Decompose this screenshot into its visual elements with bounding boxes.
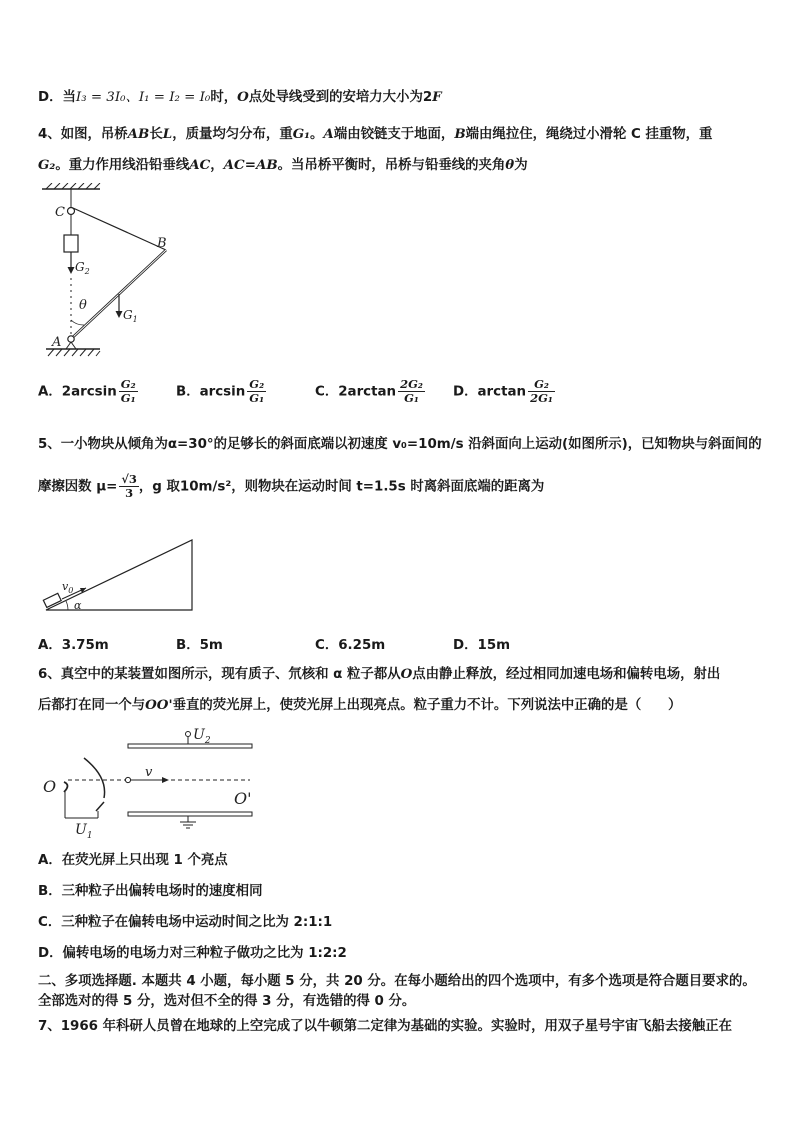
q6-option-b: B．三种粒子出偏转电场时的速度相同 <box>38 884 263 899</box>
fig-label-v0: $v_0$ <box>62 580 74 595</box>
q7-stem-line1: 7、1966 年科研人员曾在地球的上空完成了以牛顿第二定律为基础的实验。实验时，用双子星号宇宙飞船去接触正在 <box>38 1019 732 1034</box>
section2-heading-line1: 二、多项选择题. 本题共 4 小题，每小题 5 分，共 20 分。在每小题给出的四个选项中，有多个选项是符合题目要求的。 <box>38 974 756 989</box>
theta-arc <box>71 320 84 325</box>
q4-stem-line1: 4、如图，吊桥AB长L，质量均匀分布，重G₁。A端由铰链支于地面，B端由绳拉住，绳绕过小滑轮 C 挂重物，重 <box>38 126 713 142</box>
g2-arrow-head <box>68 267 75 274</box>
right-plate-curve <box>84 758 105 798</box>
v-arrow-head <box>162 777 169 783</box>
left-plate <box>64 782 68 792</box>
q6-option-d: D．偏转电场的电场力对三种粒子做功之比为 1:2:2 <box>38 946 347 961</box>
q4-option-b: B．arcsin $\frac{\text{G₂}}{\text{G₁}}$ <box>176 377 265 405</box>
q4-option-d: D．arctan $\frac{\text{G₂}}{\text{2G₁}}$ <box>453 377 553 405</box>
upper-deflection-plate <box>128 744 252 748</box>
fig-label-v: v <box>145 765 153 780</box>
q4-drawbridge-figure <box>38 183 178 358</box>
hinge-support-left <box>66 342 71 349</box>
upper-plate-terminal <box>186 732 191 737</box>
q5-stem-line2: 摩擦因数 μ= $\frac{√3}{3}$ ，g 取10m/s²，则物块在运动时间 t=1.5s 时离斜面底端的距离为 <box>38 472 545 500</box>
q5-incline-figure <box>38 536 198 616</box>
fig-label-g2: $G_2$ <box>75 260 90 276</box>
hinge-support-right <box>71 342 76 349</box>
q5-option-a: A．3.75m <box>38 638 109 653</box>
q4-option-a: A．2arcsin $\frac{\text{G₂}}{\text{G₁}}$ <box>38 377 136 405</box>
q5-stem-line1: 5、一小物块从倾角为α=30°的足够长的斜面底端以初速度 v₀=10m/s 沿斜面向上运动(如图所示)，已知物块与斜面间的 <box>38 437 762 452</box>
weight-g2 <box>64 235 78 252</box>
rope-cb <box>73 208 166 250</box>
fig-label-g1: $G_1$ <box>123 308 138 324</box>
fig-label-o: O <box>43 777 57 796</box>
q3-option-d: D．当I₃ = 3I₀、I₁ = I₂ = I₀时，O点处导线受到的安培力大小为2F <box>38 89 442 105</box>
q4-stem-line2: G₂。重力作用线沿铅垂线AC，AC=AB。当吊桥平衡时，吊桥与铅垂线的夹角θ为 <box>38 157 528 173</box>
fig-label-theta: θ <box>79 298 87 313</box>
ground-hatch <box>48 349 100 356</box>
q6-stem-line2: 后都打在同一个与OO'垂直的荧光屏上，使荧光屏上出现亮点。粒子重力不计。下列说法中正确的是（ ） <box>38 697 682 713</box>
fig-label-alpha: α <box>74 599 82 612</box>
fig-label-o-prime: O' <box>234 789 252 808</box>
fig-label-c: C <box>55 205 65 220</box>
hinge-a <box>68 336 74 342</box>
q4-option-c: C．2arctan $\frac{\text{2G₂}}{\text{G₁}}$ <box>315 377 423 405</box>
q5-option-d: D．15m <box>453 638 511 653</box>
fig-label-u2: $U_2$ <box>193 727 211 746</box>
g1-arrow-head <box>116 311 123 318</box>
q6-option-c: C．三种粒子在偏转电场中运动时间之比为 2:1:1 <box>38 915 333 930</box>
section2-heading-line2: 全部选对的得 5 分，选对但不全的得 3 分，有选错的得 0 分。 <box>38 994 416 1009</box>
q6-accelerator-figure <box>38 722 263 840</box>
q6-stem-line1: 6、真空中的某装置如图所示，现有质子、氘核和 α 粒子都从O点由静止释放，经过相同加速电场和偏转电场，射出 <box>38 666 721 682</box>
fig-label-b: B <box>157 236 167 251</box>
particle <box>125 777 130 782</box>
q6-option-a: A．在荧光屏上只出现 1 个亮点 <box>38 853 228 868</box>
right-plate-slit <box>96 802 104 811</box>
incline-triangle <box>46 540 192 610</box>
q5-option-c: C．6.25m <box>315 638 386 653</box>
fig-label-u1: $U_1$ <box>75 822 93 840</box>
fig-label-a: A <box>52 335 62 350</box>
ceiling-hatch <box>46 183 100 189</box>
q5-option-b: B．5m <box>176 638 223 653</box>
lower-deflection-plate <box>128 812 252 816</box>
